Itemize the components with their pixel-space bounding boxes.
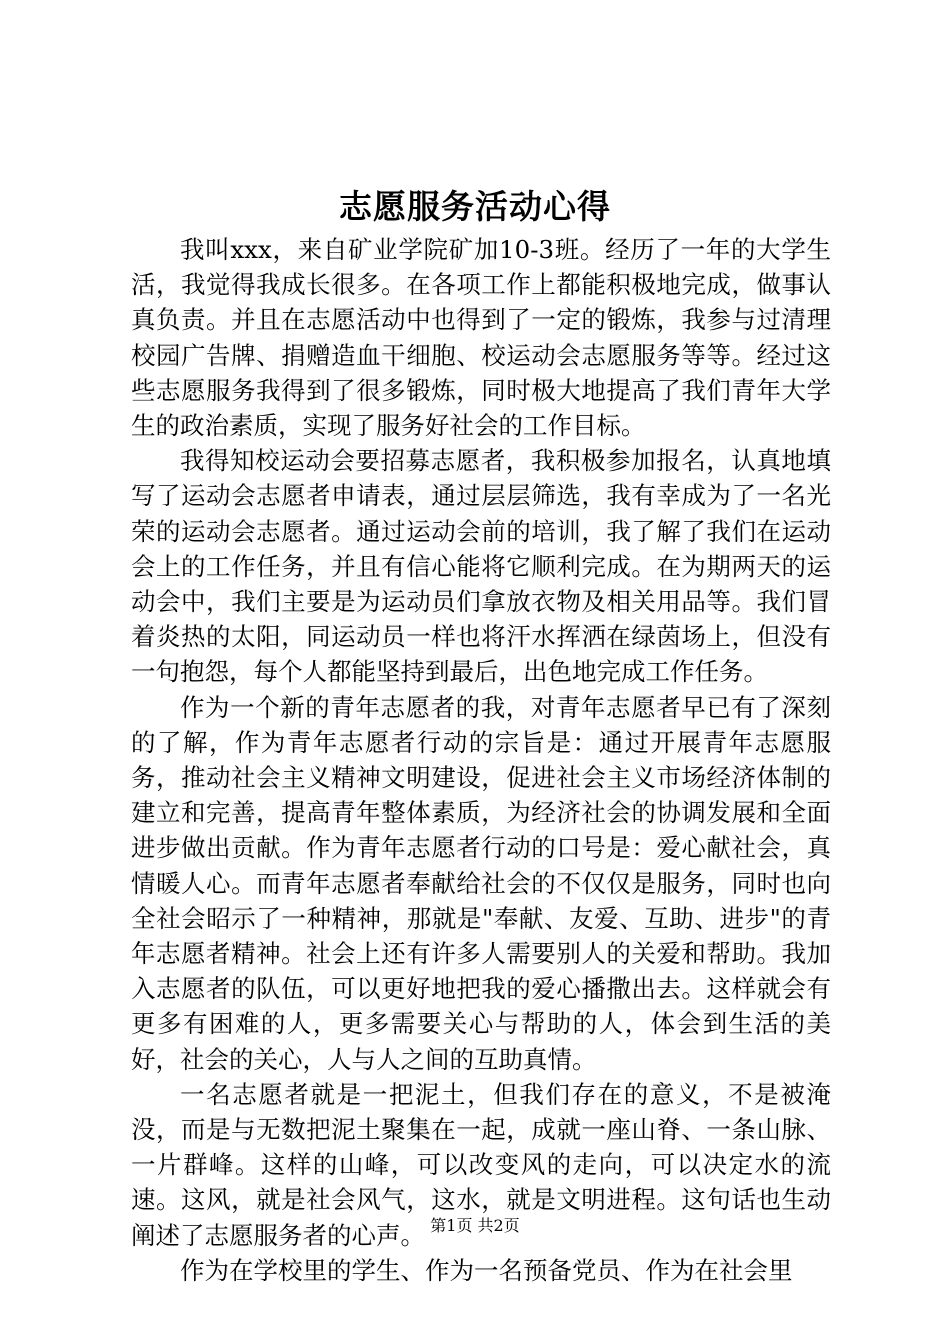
paragraph-4: 一名志愿者就是一把泥土，但我们存在的意义，不是被淹没，而是与无数把泥土聚集在一起，成就一座山脊、一条山脉、一片群峰。这样的山峰，可以改变风的走向，可以决定水的流速。这风，就是社会风气，这水，就是文明进程。这句话也生动阐述了志愿服务者的心声。 (131, 1079, 831, 1250)
document-body (131, 232, 831, 1288)
document-title: 志愿服务活动心得 (339, 187, 611, 226)
paragraph-3: 作为一个新的青年志愿者的我，对青年志愿者早已有了深刻的了解，作为青年志愿者行动的宗旨是：通过开展青年志愿服务，推动社会主义精神文明建设，促进社会主义市场经济体制的建立和完善，提高青年整体素质，为经济社会的协调发展和全面进步做出贡献。作为青年志愿者行动的口号是：爱心献社会，真情暖人心。而青年志愿者奉献给社会的不仅仅是服务，同时也向全社会昭示了一种精神，那就是"奉献、友爱、互助、进步"的青年志愿者精神。社会上还有许多人需要别人的关爱和帮助。我加入志愿者的队伍，可以更好地把我的爱心播撒出去。这样就会有更多有困难的人，更多需要关心与帮助的人，体会到生活的美好，社会的关心，人与人之间的互助真情。 (131, 692, 831, 1074)
paragraph-1: 我叫xxx，来自矿业学院矿加10-3班。经历了一年的大学生活，我觉得我成长很多。在各项工作上都能积极地完成，做事认真负责。并且在志愿活动中也得到了一定的锻炼，我参与过清理校园广告牌、捐赠造血干细胞、校运动会志愿服务等等。经过这些志愿服务我得到了很多锻炼，同时极大地提高了我们青年大学生的政治素质，实现了服务好社会的工作目标。 (131, 235, 831, 441)
paragraph-5: 作为在学校里的学生、作为一名预备党员、作为在社会里 (180, 1255, 793, 1285)
paragraph-2: 我得知校运动会要招募志愿者，我积极参加报名，认真地填写了运动会志愿者申请表，通过层层筛选，我有幸成为了一名光荣的运动会志愿者。通过运动会前的培训，我了解了我们在运动会上的工作任务，并且有信心能将它顺利完成。在为期两天的运动会中，我们主要是为运动员们拿放衣物及相关用品等。我们冒着炎热的太阳，同运动员一样也将汗水挥洒在绿茵场上，但没有一句抱怨，每个人都能坚持到最后，出色地完成工作任务。 (131, 446, 831, 687)
page-number-footer: 第1页 共2页 (430, 1216, 520, 1235)
